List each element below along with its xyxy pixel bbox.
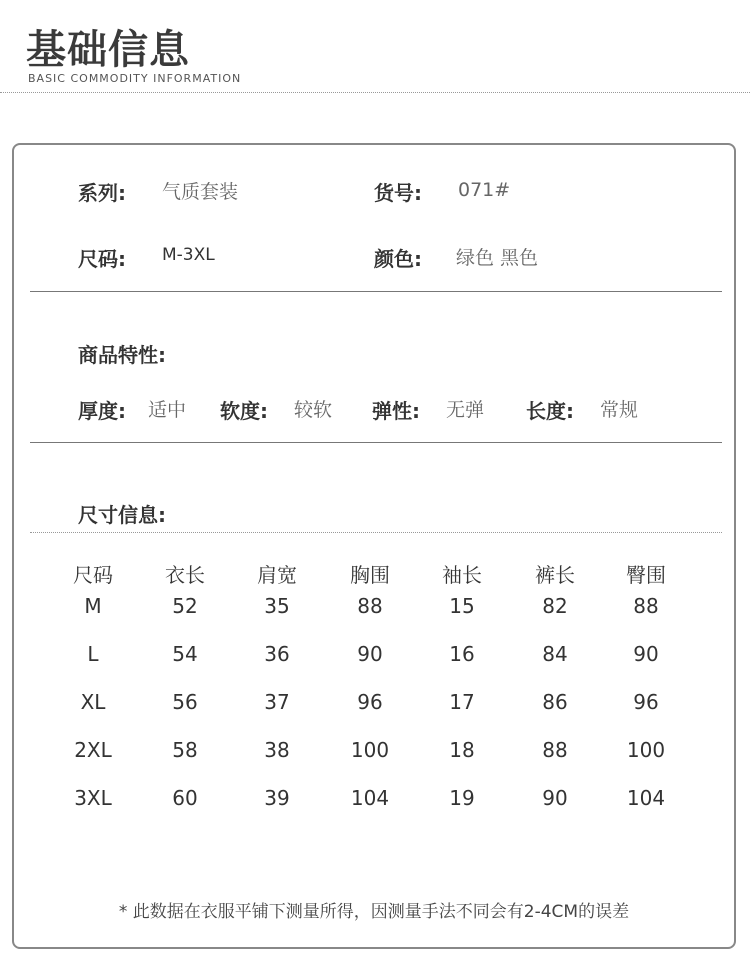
elasticity-label: 弹性: [372, 399, 420, 423]
table-cell: 37 [264, 690, 290, 714]
table-cell: 90 [357, 642, 383, 666]
thickness-label: 厚度: [78, 399, 126, 423]
size-row-label: 3XL [74, 786, 112, 810]
page-subtitle: BASIC COMMODITY INFORMATION [28, 72, 242, 85]
table-cell: 104 [626, 786, 666, 810]
size-value: M-3XL [162, 245, 215, 265]
size-row-label: M [84, 594, 102, 618]
size-info-heading: 尺寸信息: [78, 503, 166, 527]
length-label: 长度: [526, 399, 574, 423]
column-header: 肩宽 [257, 563, 297, 587]
item-no-label: 货号: [374, 181, 422, 205]
size-row-label: XL [80, 690, 106, 714]
column-header: 裤长 [535, 563, 575, 587]
item-no-value: 071# [458, 179, 511, 201]
table-cell: 82 [542, 594, 568, 618]
table-cell: 104 [350, 786, 390, 810]
info-card [12, 143, 736, 949]
thickness-value: 适中 [148, 399, 187, 421]
header-divider [0, 92, 750, 93]
section-divider-2 [30, 442, 722, 443]
page-title: 基础信息 [26, 27, 190, 73]
table-cell: 88 [542, 738, 568, 762]
table-cell: 100 [350, 738, 390, 762]
measurement-note: * 此数据在衣服平铺下测量所得，因测量手法不同会有2-4CM的误差 [118, 902, 630, 922]
table-cell: 36 [264, 642, 290, 666]
table-cell: 54 [172, 642, 198, 666]
series-label: 系列: [78, 181, 126, 205]
table-cell: 16 [449, 642, 475, 666]
column-header: 袖长 [442, 563, 482, 587]
table-cell: 96 [357, 690, 383, 714]
length-value: 常规 [600, 399, 639, 421]
features-heading: 商品特性: [78, 343, 166, 367]
table-cell: 39 [264, 786, 290, 810]
elasticity-value: 无弹 [446, 399, 485, 421]
column-header: 尺码 [73, 563, 113, 587]
table-cell: 56 [172, 690, 198, 714]
column-header: 臀围 [626, 563, 666, 587]
softness-label: 软度: [220, 399, 268, 423]
color-value: 绿色 黑色 [456, 247, 539, 269]
table-cell: 86 [542, 690, 568, 714]
table-cell: 100 [626, 738, 666, 762]
table-cell: 90 [542, 786, 568, 810]
table-cell: 52 [172, 594, 198, 618]
size-info-divider [30, 532, 722, 533]
table-cell: 88 [633, 594, 659, 618]
table-cell: 18 [449, 738, 475, 762]
column-header: 胸围 [350, 563, 390, 587]
table-cell: 17 [449, 690, 475, 714]
table-cell: 19 [449, 786, 475, 810]
section-divider-1 [30, 291, 722, 292]
size-row-label: 2XL [74, 738, 112, 762]
table-cell: 35 [264, 594, 290, 618]
size-row-label: L [87, 642, 99, 666]
table-cell: 58 [172, 738, 198, 762]
column-header: 衣长 [165, 563, 205, 587]
softness-value: 较软 [294, 399, 333, 421]
table-cell: 84 [542, 642, 568, 666]
table-cell: 38 [264, 738, 290, 762]
color-label: 颜色: [374, 247, 422, 271]
table-cell: 90 [633, 642, 659, 666]
table-cell: 96 [633, 690, 659, 714]
series-value: 气质套装 [162, 181, 239, 203]
table-cell: 60 [172, 786, 198, 810]
table-cell: 88 [357, 594, 383, 618]
size-label: 尺码: [78, 247, 126, 271]
table-cell: 15 [449, 594, 475, 618]
